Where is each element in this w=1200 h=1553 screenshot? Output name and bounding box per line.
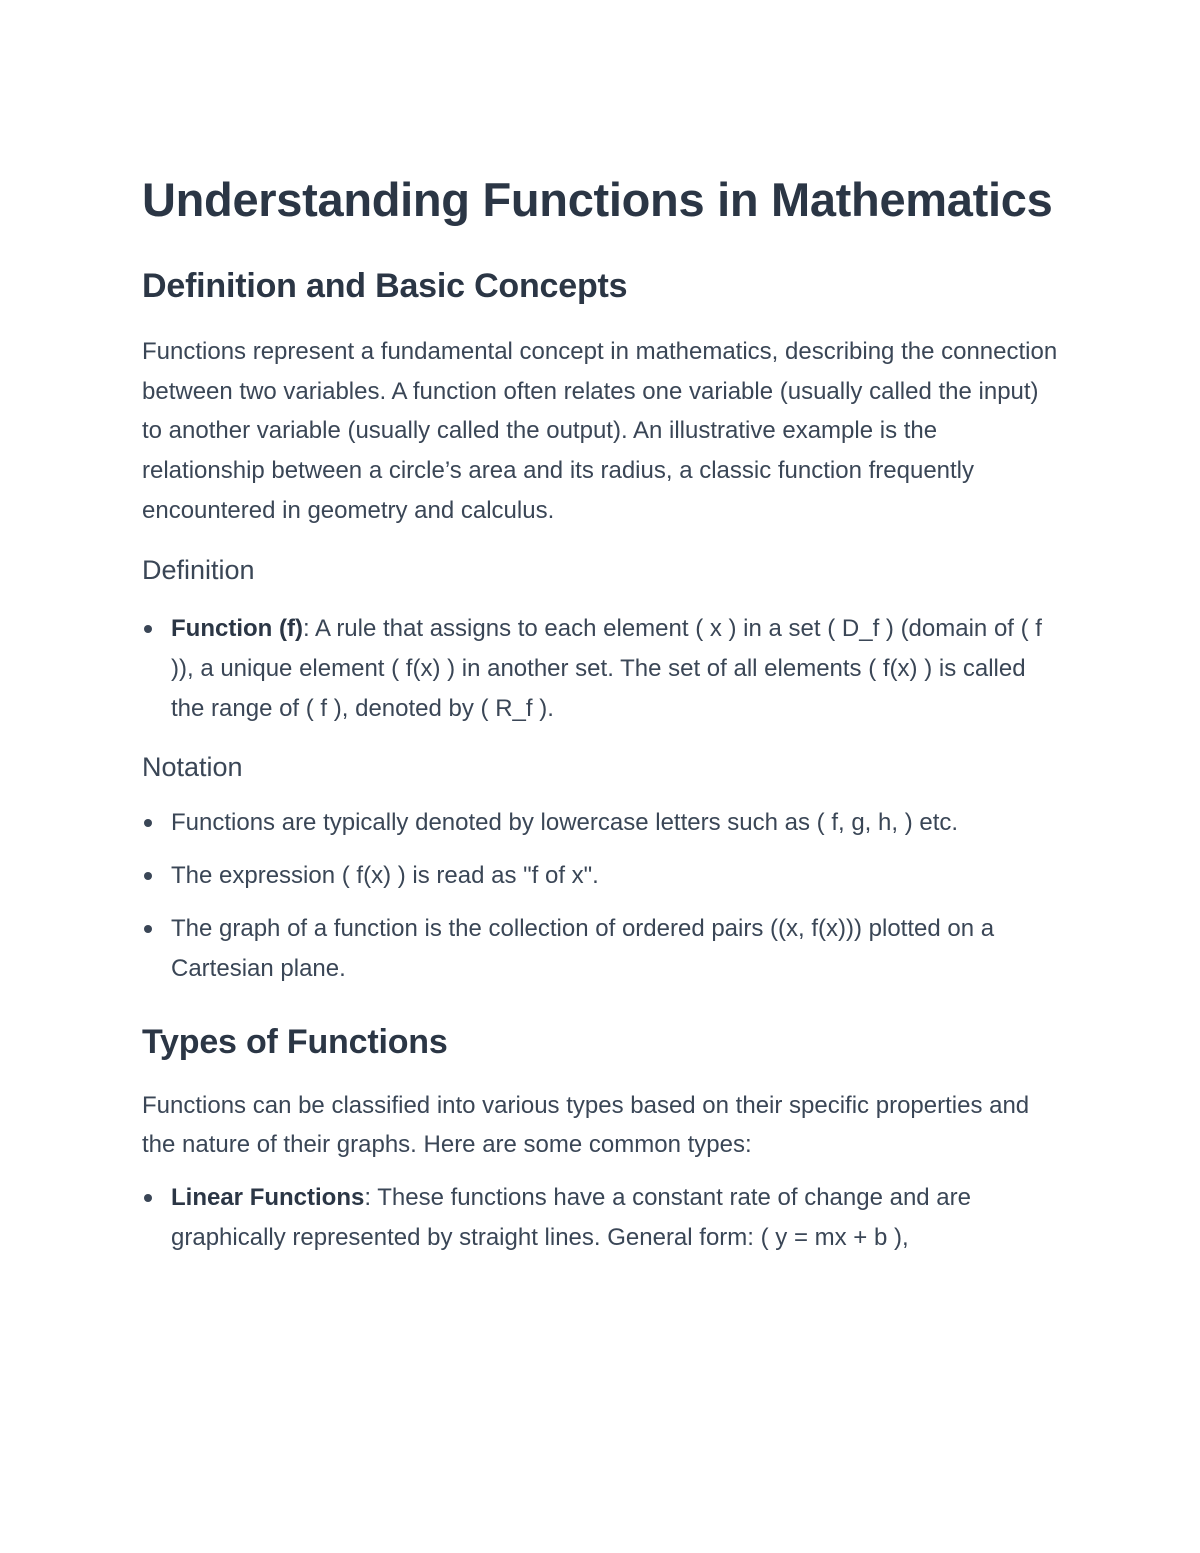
- definition-intro-paragraph: Functions represent a fundamental concept in mathematics, describing the connection between two variables. A function often relates one variable (usually called the input) to another variable (usually called the output). An illustrative example is the relationship between a circle’s area and its radius, a classic function frequently encountered in geometry and calculus.: [142, 338, 1058, 524]
- bullet-icon: [144, 1194, 152, 1202]
- notation-text: Functions are typically denoted by lowercase letters such as ( f, g, h, ) etc.: [171, 808, 959, 836]
- notation-list: [142, 803, 1062, 989]
- term-function: Function (f): [171, 614, 303, 642]
- bullet-icon: [144, 925, 152, 933]
- subheading-notation: Notation: [142, 751, 243, 782]
- list-item: [142, 609, 1062, 729]
- notation-text: The expression ( f(x) ) is read as "f of x".: [171, 861, 599, 889]
- types-list: [142, 1178, 1062, 1258]
- type-text: : These functions have a constant rate of change and are graphically represented by straight lines. General form: ( y = mx + b ),: [171, 1183, 971, 1251]
- list-item: [142, 909, 1062, 989]
- list-item: [142, 803, 1062, 843]
- section-heading-definition-basic: Definition and Basic Concepts: [142, 267, 628, 305]
- subheading-definition: Definition: [142, 554, 255, 585]
- term-linear-functions: Linear Functions: [171, 1183, 365, 1211]
- section-heading-types: Types of Functions: [142, 1022, 448, 1061]
- bullet-icon: [144, 872, 152, 880]
- bullet-icon: [144, 625, 152, 633]
- document-title: Understanding Functions in Mathematics: [142, 173, 1053, 226]
- list-item: [142, 1178, 1062, 1258]
- notation-text: The graph of a function is the collection of ordered pairs ((x, f(x))) plotted on a Cartesian plane.: [171, 914, 995, 982]
- bullet-icon: [144, 819, 152, 827]
- list-item: [142, 856, 1062, 896]
- document-page: [142, 168, 1062, 1258]
- definition-list: [142, 609, 1062, 729]
- definition-text: : A rule that assigns to each element ( x ) in a set ( D_f ) (domain of ( f )), a unique element ( f(x) ) in another set. The set of all elements ( f(x) ) is called the range of ( f ), denoted by ( R_f ).: [171, 614, 1042, 722]
- types-intro-paragraph: Functions can be classified into various types based on their specific properties and the nature of their graphs. Here are some common types:: [142, 1091, 1030, 1159]
